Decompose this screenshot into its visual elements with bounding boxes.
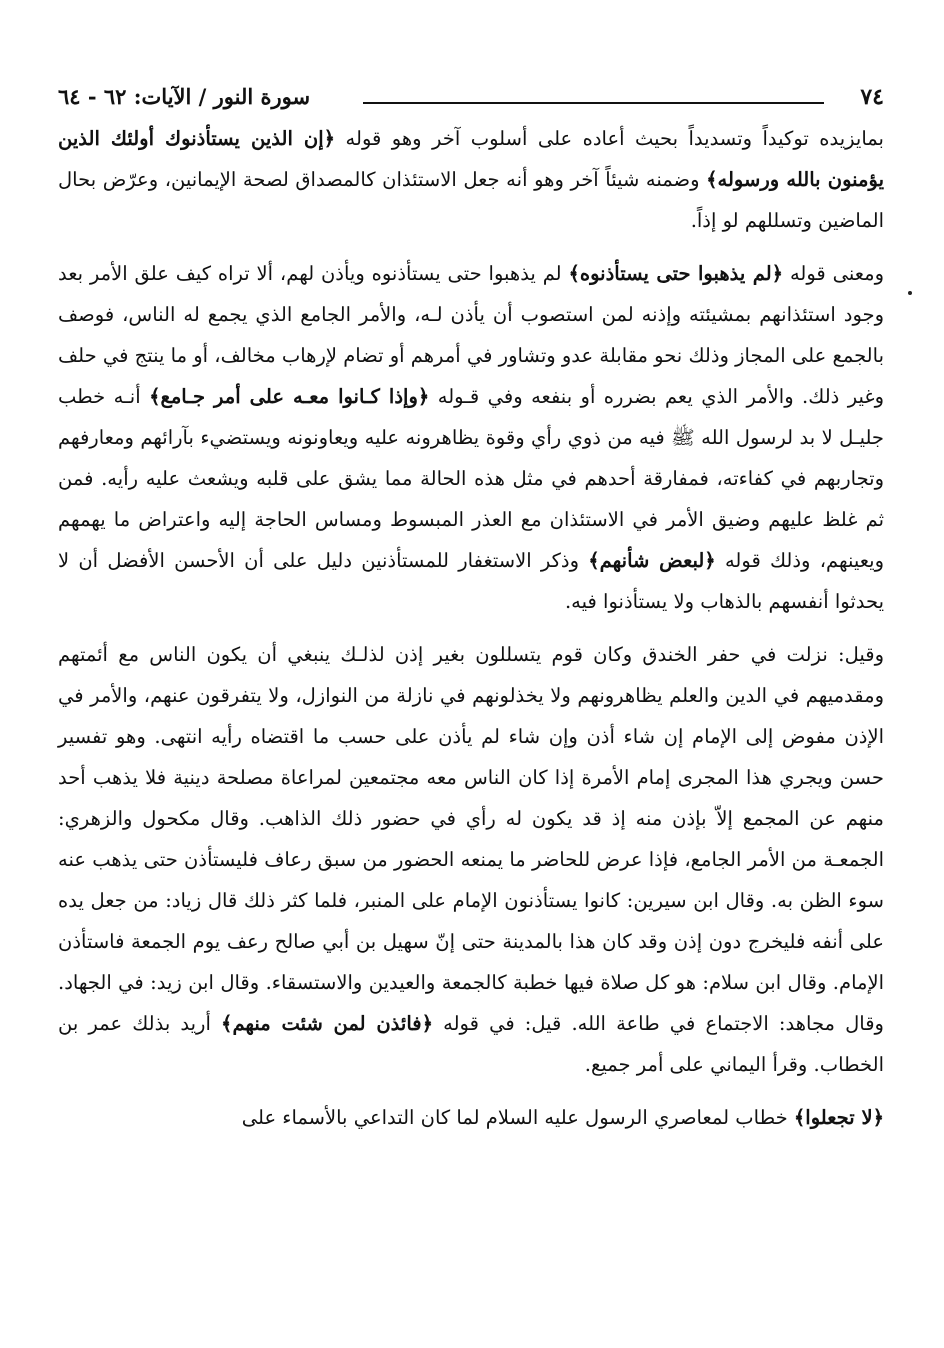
running-title: سورة النور / الآيات: ٦٢ - ٦٤	[58, 84, 311, 109]
quran-quote: ﴿لا تجعلوا﴾	[793, 1106, 884, 1129]
text-run: وقيل: نزلت في حفر الخندق وكان قوم يتسللون بغير إذن لذلـك ينبغي أن يكون الناس مع أئمتهم ومقدميهم في الدين والعلم يظاهرونهم ولا يخذلونهم في نازلة من النوازل، ولا يتفرقون عنهم، والأمر في الإذن مفوض إلى الإمام إن شاء أذن وإن شاء لم يأذن على حسب ما اقتضاه رأيه انتهى. وهو تفسير حسن ويجري هذا المجرى إمام الأمرة إذا كان الناس معه مجتمعين لمراعاة مصلحة دينية فلا يذهب أحد منهم عن المجمع إلاّ بإذن منه إذ قد يكون له رأي في حضور ذلك الذاهب. وقال مكحول والزهري: الجمعـة من الأمر الجامع، فإذا عرض للحاضر ما يمنعه الحضور من سبق رعاف فليستأذن حتى يذهب عنه سوء الظن به. وقال ابن سيرين: كانوا يستأذنون الإمام على المنبر، فلما كثر ذلك قال زياد: من جعل يده على أنفه فليخرج دون إذن وقد كان هذا بالمدينة حتى إنّ سهيل بن أبي صالح رعف يوم الجمعة فاستأذن الإمام. وقال ابن سلام: هو كل صلاة فيها خطبة كالجمعة والعيدين والاستسقاء. وقال ابن زيد: في الجهاد. وقال مجاهد: الاجتماع في طاعة الله. قيل: في قوله	[58, 643, 884, 1035]
page-header	[58, 84, 884, 114]
paragraph	[58, 1097, 884, 1138]
text-run: أنـه خطب جليـل لا بد لرسول الله ﷺ فيه من ذوي رأي وقوة يظاهرونه عليه ويعاونونه ويستضيء بآرائهم ومعارفهم وتجاربهم في كفاءته، فمفارقة أحدهم في مثل هذه الحالة مما يشق على قلبه ويشعث عليه رأيه. فمن ثم غلظ عليهم وضيق الأمر في الاستئذان مع العذر المبسوط ومساس الحاجة إليه واعتراض ما يهمهم ويعينهم، وذلك قوله	[58, 385, 884, 572]
quran-quote: ﴿لبعض شأنهم﴾	[588, 549, 716, 572]
text-run: وذكر الاستغفار للمستأذنين دليل على أن الأحسن الأفضل أن لا يحدثوا أنفسهم بالذهاب ولا يستأذنوا فيه.	[58, 549, 884, 613]
header-rule	[363, 102, 824, 104]
quran-quote: ﴿إن الذين يستأذنوك أولئك الذين يؤمنون بالله ورسوله﴾	[58, 127, 884, 191]
paragraph	[58, 118, 884, 241]
margin-mark	[908, 291, 912, 295]
paragraph	[58, 634, 884, 1085]
quran-quote: ﴿فائذن لمن شئت منهم﴾	[221, 1012, 434, 1035]
body-text	[58, 118, 884, 1138]
text-run: خطاب لمعاصري الرسول عليه السلام لما كان التداعي بالأسماء على	[241, 1106, 794, 1129]
text-run: أريد بذلك عمر بن الخطاب. وقرأ اليماني على أمر جميع.	[58, 1012, 884, 1076]
text-run: وضمنه شيئاً آخر وهو أنه جعل الاستئذان كالمصداق لصحة الإيمانين، وعرّض بحال الماضين وتسللهم لو إذاً.	[58, 168, 884, 232]
text-run: بمايزيده توكيداً وتسديداً بحيث أعاده على أسلوب آخر وهو قوله	[335, 127, 884, 150]
text-run: لم يذهبوا حتى يستأذنوه ويأذن لهم، ألا تراه كيف علق الأمر بعد وجود استئذانهم بمشيئته وإذنه لمن استصوب أن يأذن لـه، والأمر الجامع الذي يجمع له الناس، فوصف بالجمع على المجاز وذلك نحو مقابلة عدو وتشاور في أمرهم أو تضام لإرهاب مخالف، أو ما ينتج في حلف وغير ذلك. والأمر الذي يعم بضرره أو بنفعه وفي قـوله	[58, 262, 885, 408]
text-run: ومعنى قوله	[783, 262, 884, 285]
page-number: ٧٤	[860, 84, 884, 110]
quran-quote: ﴿وإذا كـانوا معـه على أمر جـامع﴾	[149, 385, 430, 408]
quran-quote: ﴿لم يذهبوا حتى يستأذنوه﴾	[568, 262, 784, 285]
paragraph	[58, 253, 884, 622]
